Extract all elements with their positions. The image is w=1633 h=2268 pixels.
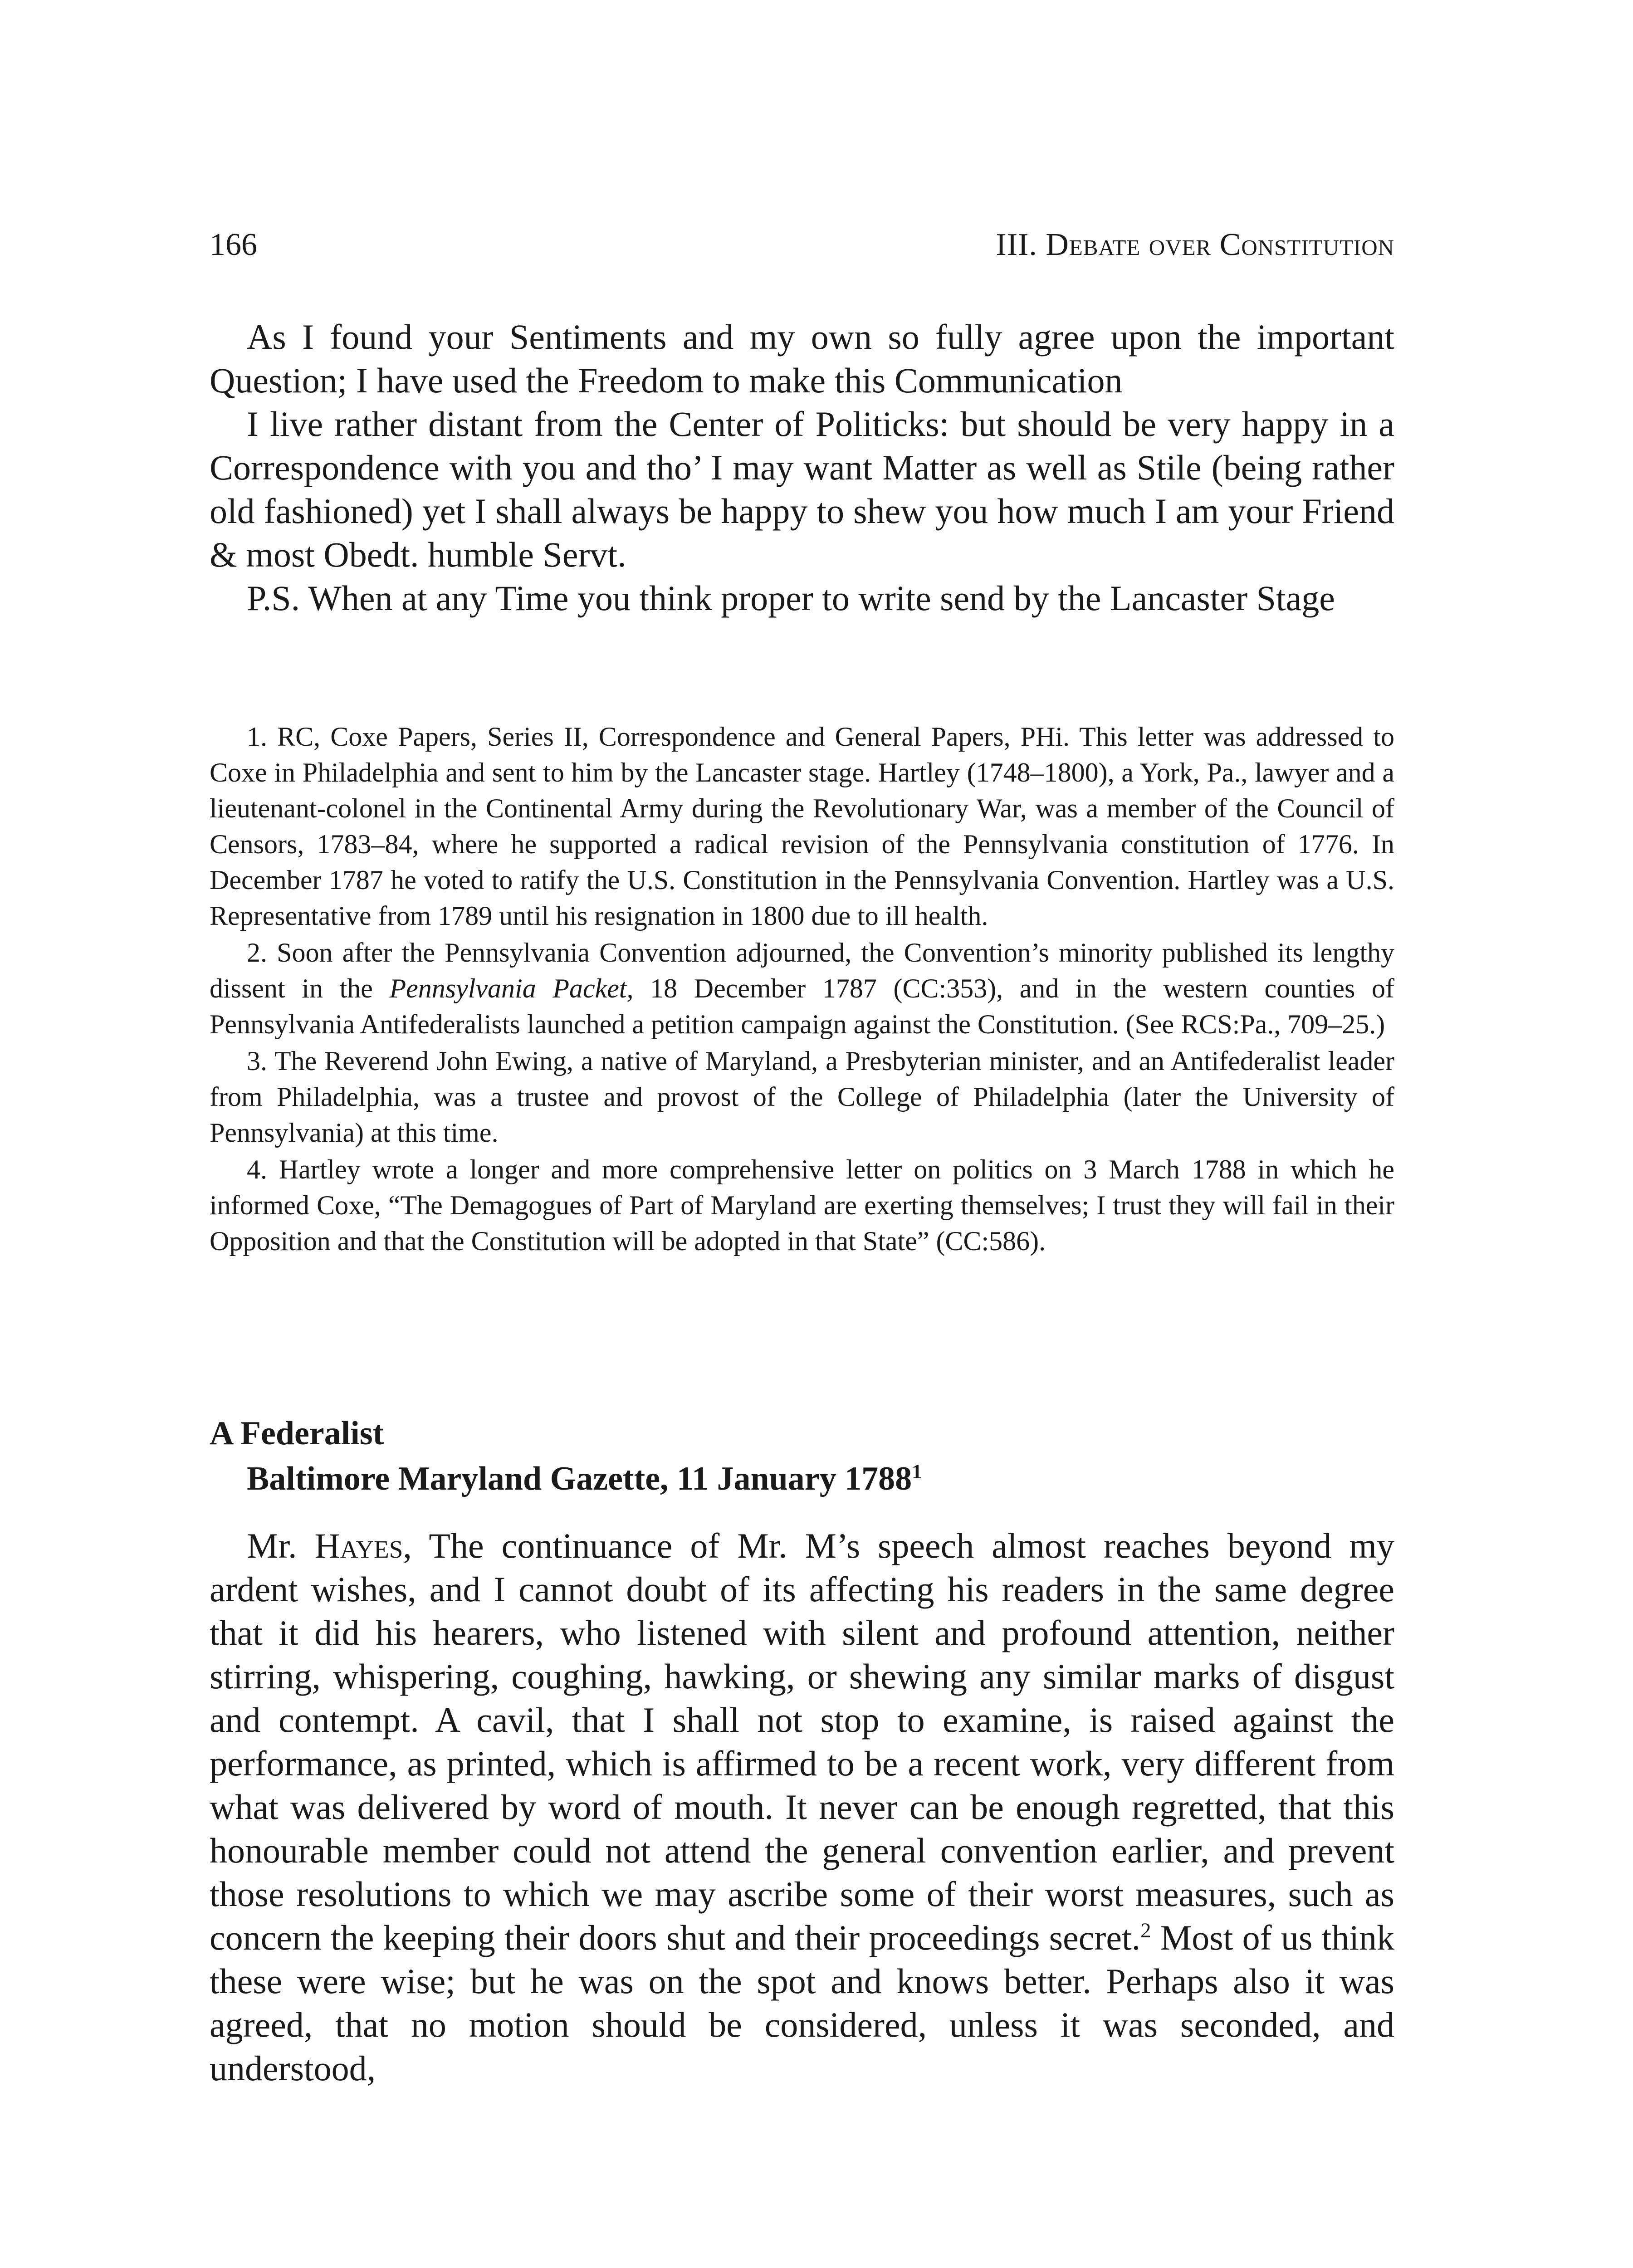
- footnote-2-text-end: 18 December 1787 (CC:353), and in the western counties of Pennsylvania Antifederalists launched a petition campaign against the Constitution. (See RCS:Pa., 709–25.): [210, 973, 1394, 1039]
- article-text-part-2: Most of us think these were wise; but he was on the spot and knows better. Perhaps also it was agreed, that no motion should be considered, unless it was seconded, and understood,: [210, 1918, 1394, 2088]
- letter-conclusion: [210, 315, 1394, 620]
- footnotes: [210, 719, 1394, 1260]
- footnote-2-newspaper-title: Pennsylvania Packet,: [389, 973, 634, 1003]
- article-author: A Federalist: [210, 1415, 384, 1452]
- footnote-1: 1. RC, Coxe Papers, Series II, Correspondence and General Papers, PHi. This letter was addressed to Coxe in Philadelphia and sent to him by the Lancaster stage. Hartley (1748–1800), a York, Pa., lawyer and a lieutenant-colonel in the Continental Army during the Revolutionary War, was a member of the Council of Censors, 1783–84, where he supported a radical revision of the Pennsylvania constitution of 1776. In December 1787 he voted to ratify the U.S. Constitution in the Pennsylvania Convention. Hartley was a U.S. Representative from 1789 until his resignation in 1800 due to ill health.: [210, 722, 1394, 931]
- letter-paragraph-2: I live rather distant from the Center of Politicks: but should be very happy in a Correspondence with you and tho’ I may want Matter as well as Stile (being rather old fashioned) yet I shall always be happy to shew you how much I am your Friend & most Obedt. humble Servt.: [210, 404, 1394, 574]
- letter-postscript: P.S. When at any Time you think proper to write send by the Lancaster Stage: [247, 578, 1335, 618]
- letter-paragraph-1: As I found your Sentiments and my own so fully agree upon the important Question; I have used the Freedom to make this Communication: [210, 317, 1394, 400]
- page-header: [210, 227, 1394, 272]
- article-heading: [210, 1411, 1394, 1501]
- footnote-2-text-start: 2. Soon after the Pennsylvania Convention adjourned, the Convention’s minority published its lengthy dissent in the: [210, 938, 1394, 1003]
- page-number: 166: [210, 227, 257, 262]
- article-text-part-1: , The continuance of Mr. M’s speech almost reaches beyond my ardent wishes, and I cannot doubt of its affecting his readers in the same degree that it did his hearers, who listened with silent and profound attention, neither stirring, whispering, coughing, hawking, or shewing any similar marks of disgust and contempt. A cavil, that I shall not stop to examine, is raised against the performance, as printed, which is affirmed to be a recent work, very different from what was delivered by word of mouth. It never can be enough regretted, that this honourable member could not attend the general convention earlier, and prevent those resolutions to which we may ascribe some of their worst measures, such as concern the keeping their doors shut and their proceedings secret.: [210, 1526, 1394, 1957]
- article-paragraph-1: [210, 1524, 1394, 2090]
- article-body: [210, 1524, 1394, 2090]
- article-salutation-mr: Mr.: [247, 1526, 315, 1565]
- running-head: III. Debate over Constitution: [996, 227, 1394, 262]
- article-source-note-ref: 1: [912, 1460, 922, 1483]
- article-source: [210, 1456, 1394, 1501]
- article-source-text: Baltimore Maryland Gazette, 11 January 1788: [247, 1460, 912, 1497]
- footnote-4: 4. Hartley wrote a longer and more comprehensive letter on politics on 3 March 1788 in which he informed Coxe, “The Demagogues of Part of Maryland are exerting themselves; I trust they will fail in their Opposition and that the Constitution will be adopted in that State” (CC:586).: [210, 1154, 1394, 1256]
- footnote-3: 3. The Reverend John Ewing, a native of Maryland, a Presbyterian minister, and an Antifederalist leader from Philadelphia, was a trustee and provost of the College of Philadelphia (later the University of Pennsylvania) at this time.: [210, 1046, 1394, 1148]
- article-note-ref-2: 2: [1140, 1919, 1151, 1942]
- footnote-2: [210, 935, 1394, 1042]
- article-salutation-name: Hayes: [314, 1526, 403, 1565]
